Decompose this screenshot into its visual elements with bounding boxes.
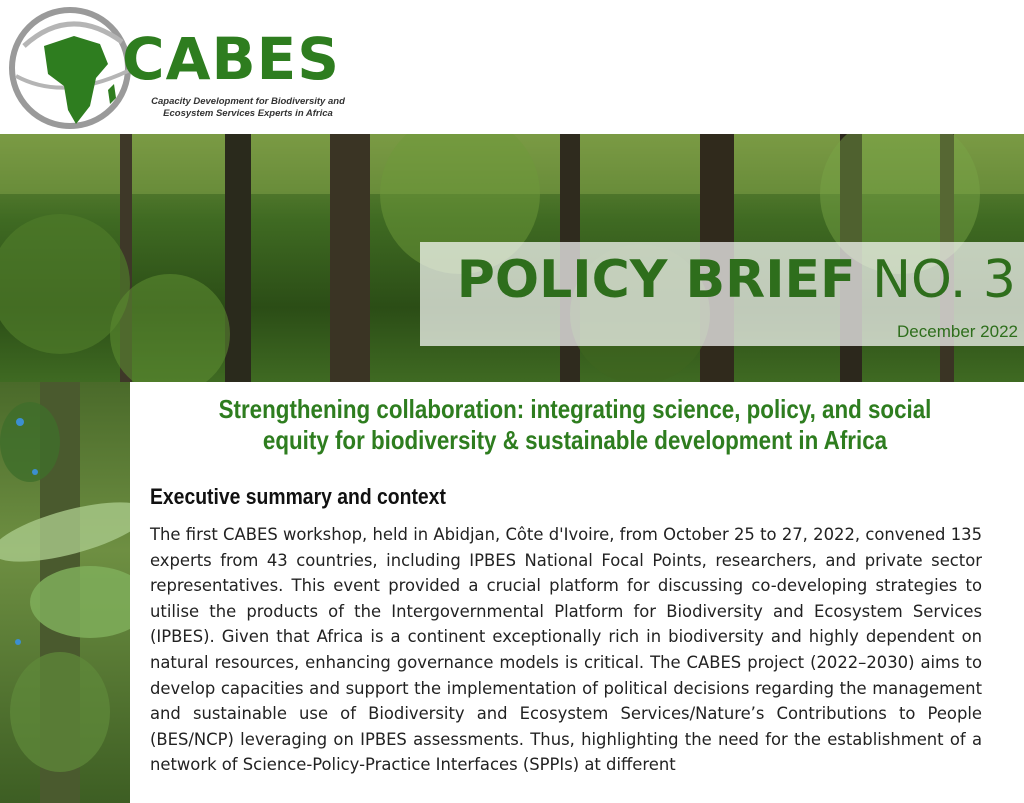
executive-summary-text: The first CABES workshop, held in Abidjan, Côte d'Ivoire, from October 25 to 27, 2022, convened 135 experts from 43 countries, including IPBES National Focal Points, researchers, and private sector representatives. This event provided a crucial platform for discussing co-developing strategies to utilise the products of the Intergovernmental Platform for Biodiversity and Ecosystem Services (IPBES). Given that Africa is a continent exceptionally rich in biodiversity and highly dependent on natural resources, enhancing governance models is critical. The CABES project (2022–2030) aims to develop capacities and support the implementation of political decisions regarding the management and sustainable use of Biodiversity and Ecosystem Services/Nature’s Contributions to People (BES/NCP) leveraging on IPBES assessments. Thus, highlighting the need for the establishment of a network of Science-Policy-Practice Interfaces (SPPIs) at different bbox=[150, 525, 982, 775]
side-image bbox=[0, 382, 130, 803]
policy-brief-title-box bbox=[420, 242, 1024, 346]
logo-tagline: Capacity Development for Biodiversity and Ecosystem Services Experts in Africa bbox=[151, 96, 345, 119]
leaves-image bbox=[0, 382, 130, 803]
globe-africa-icon bbox=[4, 6, 140, 130]
header bbox=[0, 0, 1024, 134]
article-content bbox=[130, 382, 1024, 803]
section-heading: Executive summary and context bbox=[150, 484, 446, 509]
article-headline: Strengthening collaboration: integrating science, policy, and social equity for biodiversity & sustainable development in Africa bbox=[218, 394, 932, 455]
title-bold: POLICY BRIEF bbox=[456, 250, 856, 310]
logo-wordmark: CABES bbox=[122, 25, 341, 93]
policy-brief-title bbox=[456, 250, 1016, 310]
publication-date: December 2022 bbox=[897, 322, 1018, 341]
forest-banner bbox=[0, 134, 1024, 382]
title-number: NO. 3 bbox=[872, 250, 1016, 310]
